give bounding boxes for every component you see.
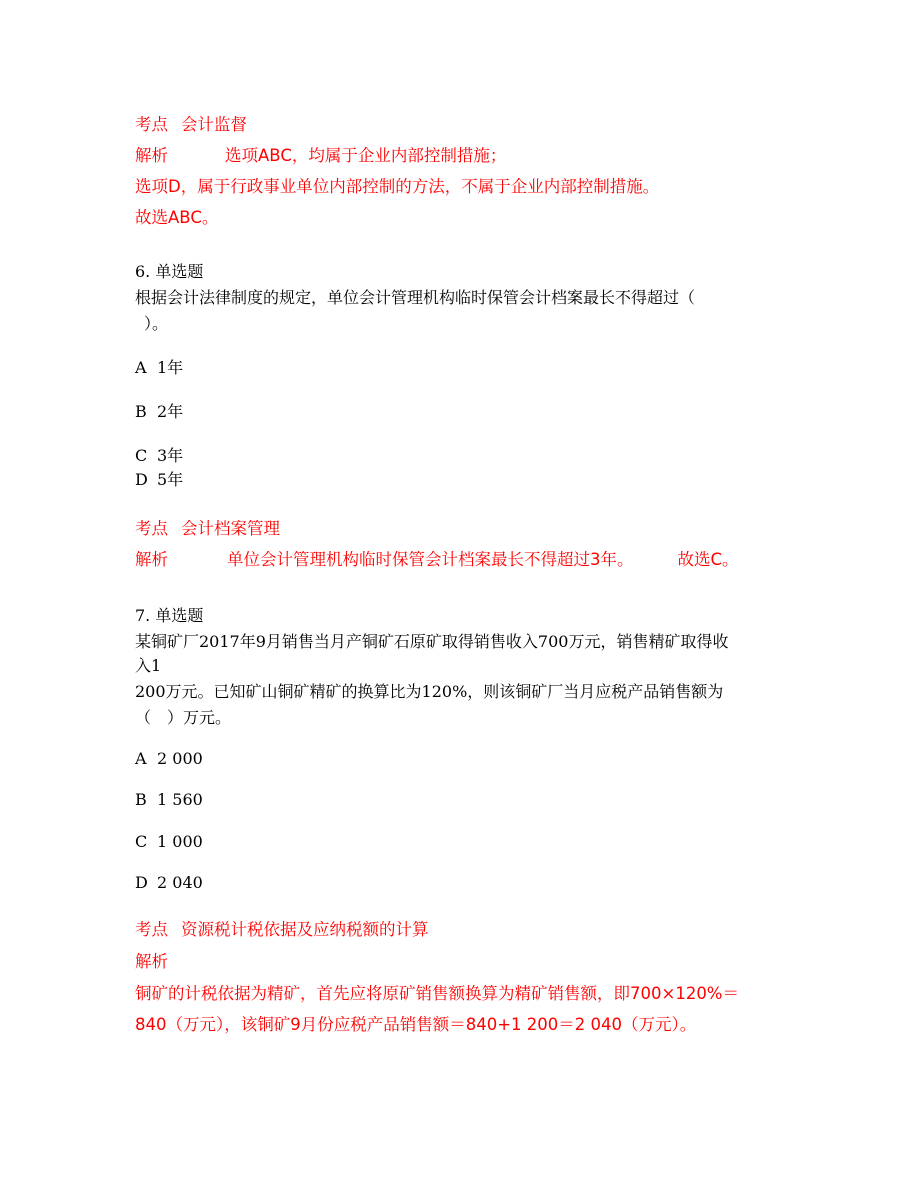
option-a — [135, 360, 183, 376]
question-stem-line2: ）。 — [144, 314, 169, 333]
option-text: 2 040 — [157, 873, 203, 892]
option-text: 1 000 — [157, 832, 203, 851]
question-stem-line2: 入1 — [135, 656, 162, 675]
option-c — [135, 834, 203, 850]
option-letter: C — [135, 832, 148, 851]
jiexi-text: 选项ABC，均属于企业内部控制措施； — [225, 146, 507, 165]
option-text: 1 560 — [157, 790, 203, 809]
question-stem-line1: 根据会计法律制度的规定，单位会计管理机构临时保管会计档案最长不得超过（ — [135, 288, 696, 307]
option-letter: B — [135, 402, 147, 421]
kaodian-label: 考点 — [135, 115, 168, 134]
jiexi-text-line1: 铜矿的计税依据为精矿，首先应将原矿销售额换算为精矿销售额，即700×120%＝ — [135, 984, 739, 1003]
option-d — [135, 875, 203, 891]
option-b — [135, 792, 203, 808]
option-text: 2 000 — [157, 749, 203, 768]
option-b — [135, 404, 183, 420]
question-number: 7. 单选题 — [135, 606, 204, 625]
kaodian-line — [135, 922, 429, 939]
option-text: 5年 — [157, 470, 184, 489]
jiexi-text-line2: 选项D，属于行政事业单位内部控制的方法，不属于企业内部控制措施。 — [135, 177, 660, 196]
option-text: 3年 — [157, 446, 184, 465]
option-letter: A — [135, 358, 147, 377]
kaodian-label: 考点 — [135, 519, 168, 538]
option-letter: D — [135, 873, 148, 892]
kaodian-text: 会计档案管理 — [181, 519, 280, 538]
jiexi-answer: 故选C。 — [677, 550, 739, 569]
question-stem-line3: 200万元。已知矿山铜矿精矿的换算比为120%，则该铜矿厂当月应税产品销售额为 — [135, 682, 724, 701]
kaodian-line — [135, 521, 280, 538]
jiexi-label: 解析 — [135, 550, 168, 569]
question-stem-line1: 某铜矿厂2017年9月销售当月产铜矿石原矿取得销售收入700万元，销售精矿取得收 — [135, 632, 729, 651]
option-text: 1年 — [157, 358, 184, 377]
option-text: 2年 — [157, 402, 184, 421]
jiexi-text-line2: 840（万元），该铜矿9月份应税产品销售额＝840+1 200＝2 040（万元）。 — [135, 1015, 697, 1034]
kaodian-text: 会计监督 — [181, 115, 247, 134]
option-c — [135, 448, 183, 464]
question-number: 6. 单选题 — [135, 262, 204, 281]
jiexi-line — [135, 148, 506, 165]
jiexi-text: 单位会计管理机构临时保管会计档案最长不得超过3年。 — [227, 550, 634, 569]
option-letter: D — [135, 470, 148, 489]
option-letter: C — [135, 446, 148, 465]
question-stem-line4: （ ）万元。 — [135, 708, 232, 727]
option-a — [135, 751, 203, 767]
jiexi-label: 解析 — [135, 952, 168, 971]
jiexi-label: 解析 — [135, 146, 168, 165]
kaodian-text: 资源税计税依据及应纳税额的计算 — [181, 920, 429, 939]
kaodian-line — [135, 117, 247, 134]
kaodian-label: 考点 — [135, 920, 168, 939]
option-letter: A — [135, 749, 147, 768]
jiexi-text-line3: 故选ABC。 — [135, 208, 219, 227]
option-d — [135, 472, 183, 488]
option-letter: B — [135, 790, 147, 809]
jiexi-line — [135, 552, 739, 569]
